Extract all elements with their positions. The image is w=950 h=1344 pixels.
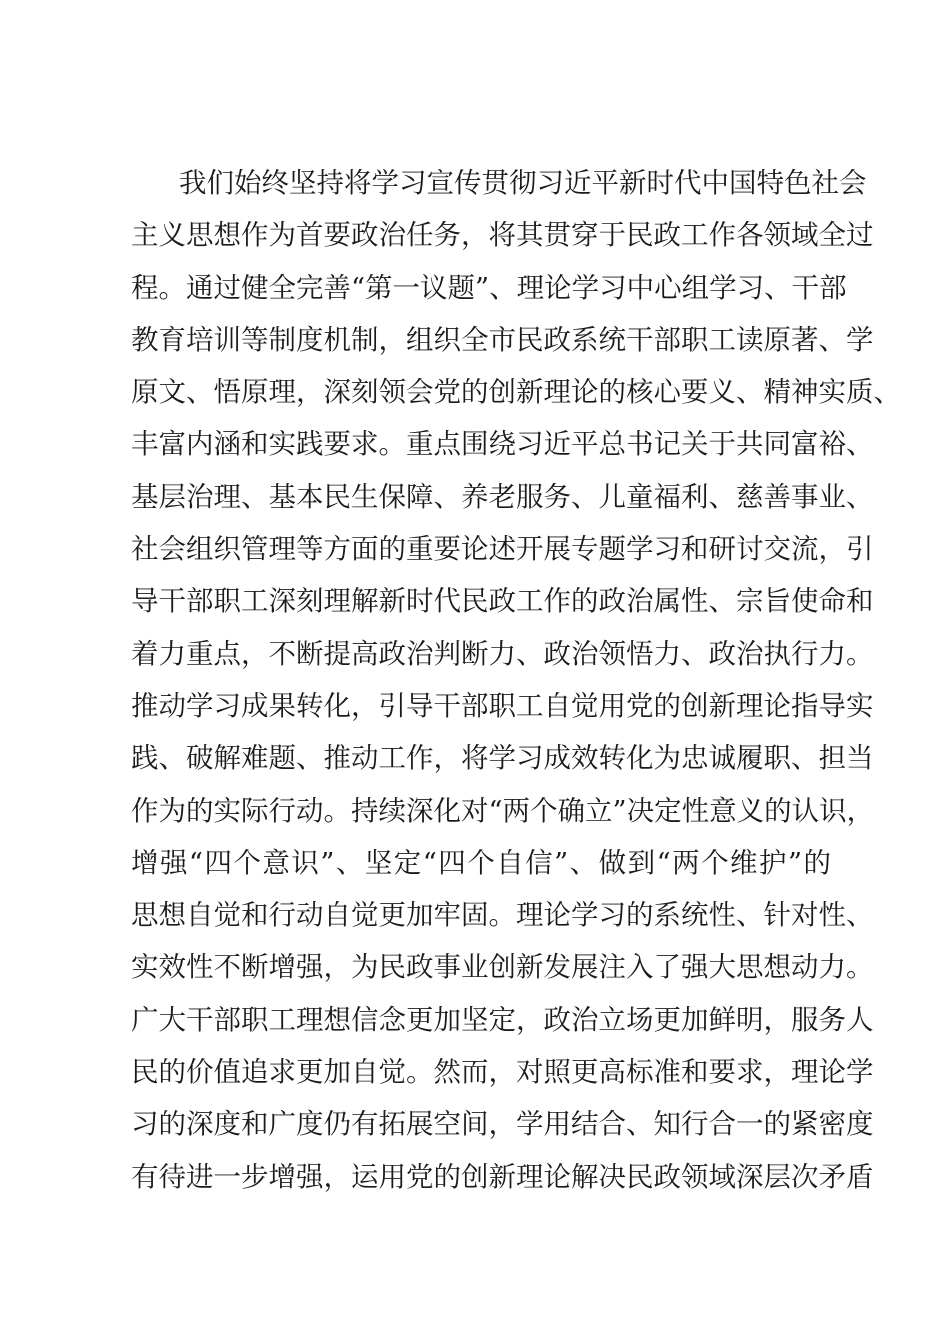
paragraph-line: 社会组织管理等方面的重要论述开展专题学习和研讨交流，引: [131, 533, 874, 566]
paragraph-line: 推动学习成果转化，引导干部职工自觉用党的创新理论指导实: [131, 689, 874, 722]
paragraph-line: 着力重点，不断提高政治判断力、政治领悟力、政治执行力。: [131, 637, 874, 670]
paragraph-line: 广大干部职工理想信念更加坚定，政治立场更加鲜明，服务人: [131, 1003, 874, 1036]
paragraph-line: 基层治理、基本民生保障、养老服务、儿童福利、慈善事业、: [131, 480, 874, 513]
paragraph-line: 原文、悟原理，深刻领会党的创新理论的核心要义、精神实质、: [131, 376, 901, 409]
paragraph-line: 导干部职工深刻理解新时代民政工作的政治属性、宗旨使命和: [131, 585, 874, 618]
body-paragraph: [131, 157, 901, 1203]
paragraph-line: 有待进一步增强，运用党的创新理论解决民政领域深层次矛盾: [131, 1160, 874, 1193]
paragraph-line: 作为的实际行动。持续深化对“两个确立”决定性意义的认识，: [131, 794, 875, 827]
paragraph-line: 主义思想作为首要政治任务，将其贯穿于民政工作各领域全过: [131, 219, 874, 252]
paragraph-line: 践、破解难题、推动工作，将学习成效转化为忠诚履职、担当: [131, 742, 874, 775]
paragraph-line: 思想自觉和行动自觉更加牢固。理论学习的系统性、针对性、: [131, 899, 874, 932]
paragraph-line: 丰富内涵和实践要求。重点围绕习近平总书记关于共同富裕、: [131, 428, 874, 461]
paragraph-line: 民的价值追求更加自觉。然而，对照更高标准和要求，理论学: [131, 1056, 874, 1089]
paragraph-line: 教育培训等制度机制，组织全市民政系统干部职工读原著、学: [131, 323, 874, 356]
paragraph-line: 增强“四个意识”、坚定“四个自信”、做到“两个维护”的: [131, 846, 831, 879]
paragraph-line: 实效性不断增强，为民政事业创新发展注入了强大思想动力。: [131, 951, 874, 984]
paragraph-line: 我们始终坚持将学习宣传贯彻习近平新时代中国特色社会: [179, 167, 867, 199]
paragraph-line: 程。通过健全完善“第一议题”、理论学习中心组学习、干部: [131, 271, 847, 304]
paragraph-line: 习的深度和广度仍有拓展空间，学用结合、知行合一的紧密度: [131, 1108, 874, 1141]
